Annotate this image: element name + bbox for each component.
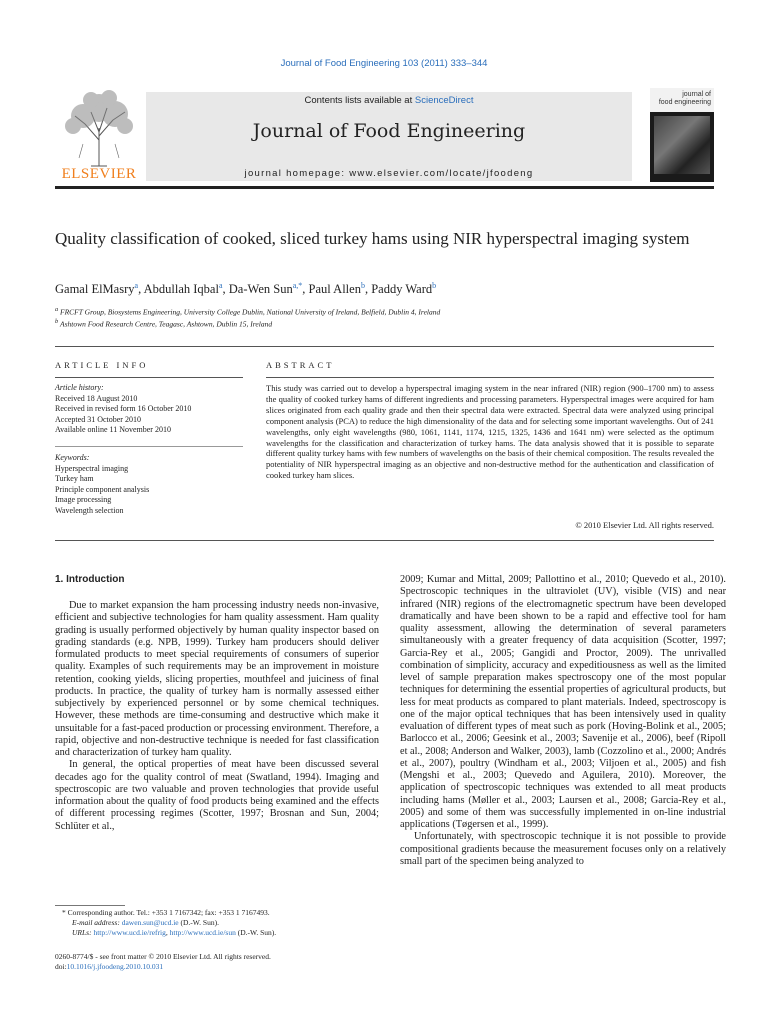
author-superscript[interactable]: b bbox=[360, 281, 365, 290]
author-name: Paul Allen bbox=[308, 282, 361, 297]
section-divider bbox=[55, 346, 714, 347]
article-info-heading: ARTICLE INFO bbox=[55, 360, 149, 370]
author-name: Da-Wen Sun bbox=[228, 282, 293, 297]
journal-reference[interactable]: Journal of Food Engineering 103 (2011) 333–344 bbox=[280, 58, 488, 69]
affiliation-a bbox=[55, 306, 695, 317]
journal-cover-thumbnail bbox=[650, 88, 714, 182]
cover-title-line-2: food engineering bbox=[658, 99, 711, 106]
paragraph: In general, the optical properties of meat have been discussed several decades ago for the quality control of meat (Swatland, 1994). Imaging and spectroscopic are two valuable and proven technologies that provide useful information about the quality of food products being examined and the effects of different processing regimes (Scotter, 1997; Brosnan and Sun, 2004; Schlüter et al., bbox=[55, 759, 379, 832]
author-superscript[interactable]: b bbox=[432, 281, 437, 290]
history-item: Accepted 31 October 2010 bbox=[55, 414, 141, 424]
email-link[interactable]: dawen.sun@ucd.ie bbox=[121, 918, 179, 927]
author-list: Gamal ElMasry$^a$, Abdullah Iqbal$^a$, Da-Wen Sun$^{a,*}$, Paul Allen$^b$, Paddy Ward$^b$ bbox=[55, 281, 437, 297]
affiliation-text: Ashtown Food Research Centre, Teagasc, Ashtown, Dublin 15, Ireland bbox=[60, 319, 273, 329]
url-link[interactable]: http://www.ucd.ie/refrig bbox=[93, 928, 166, 937]
footnote-rule bbox=[55, 905, 125, 906]
author-name: Abdullah Iqbal bbox=[143, 282, 219, 297]
history-item: Received in revised form 16 October 2010 bbox=[55, 404, 192, 413]
author-name: Paddy Ward bbox=[371, 282, 433, 297]
url-link[interactable]: http://www.ucd.ie/sun bbox=[169, 928, 236, 937]
affiliation-text: FRCFT Group, Biosystems Engineering, University College Dublin, National University of Ireland, Belfield, Dublin 4, Ireland bbox=[60, 307, 441, 317]
doi-link[interactable]: 10.1016/j.jfoodeng.2010.10.031 bbox=[66, 962, 164, 971]
keyword-item: Hyperspectral imaging bbox=[55, 463, 129, 473]
contents-line bbox=[146, 95, 632, 106]
article-history bbox=[55, 383, 255, 436]
abstract-bottom-divider bbox=[55, 540, 714, 541]
issn-line: 0260-8774/$ - see front matter © 2010 Elsevier Ltd. All rights reserved. bbox=[55, 952, 271, 961]
left-column bbox=[55, 600, 379, 833]
abstract-text: This study was carried out to develop a hyperspectral imaging system in the near infrared (NIR) region (900–1700 nm) to assess the quality of cooked turkey hams of different ingredients and processing parameters. Hyperspectral images were acquired for ham slices originated from each quality grade and then their spectral data were extracted. Spectral data were analyzed using principal component analysis (PCA) to reduce the high dimensionality of the data and for selecting some important wavelengths. Out of 241 wavelengths, only eight wavelengths (980, 1061, 1141, 1174, 1215, 1325, 1436 and 1641 nm) were selected as the optimum wavelengths for the classification and characterization of turkey hams. The data analysis showed that it is possible to separate different quality turkey hams with few numbers of wavelengths on the basis of their chemical composition. The results revealed the potentiality of NIR hyperspectral imaging as an objective and non-destructive method for the authentication and classification of cooked turkey ham slices. bbox=[266, 383, 714, 481]
abstract-heading: ABSTRACT bbox=[266, 360, 335, 370]
paragraph: 2009; Kumar and Mittal, 2009; Pallottino et al., 2010; Quevedo et al., 2010). Spectroscopic techniques in the ultraviolet (UV), visible (VIS) and near infrared (NIR) regions of the electromagnetic spectrum have been developed dramatically and have been shown to be a rapid and effective tool for ham quality assessment, allowing the determination of several parameters simultaneously with a greater frequency of data acquisition (Scotter, 1997; Garcia-Rey et al., 2005; Gangidi and Proctor, 2009). The unrivalled combination of simplicity, accuracy and expeditiousness as well as the limited level of sample preparation makes spectroscopy one of the most popular techniques for determining the essential properties of agricultural products, but less for meat products as compared to plant materials. Indeed, spectroscopy is one of the major optical techniques that has been intensively used in quality evaluation of different types of meat such as pork (Hoving-Bolink et al., 2005; Barlocco et al., 2006; Geesink et al., 2003; Savenije et al., 2006), beef (Ripoll et al., 2008; Anderson and Walker, 2003), lamb (Cozzolino et al., 2000; Andrés et al., 2007), poultry (Windham et al., 2003; Viljoen et al., 2005) and fish (Mengshi et al., 2003; Quevedo and Aguilera, 2010). Moreover, the application of spectroscopic techniques was extended to all meat products including hams (Møller et al., 2003; Laursen et al., 2008; Garcia-Rey et al., 2005) and some of them was successfully implemented in on-line industrial applications (Tøgersen et al., 1999). bbox=[400, 574, 726, 830]
journal-title: Journal of Food Engineering bbox=[252, 120, 526, 142]
doi-label: doi: bbox=[55, 962, 67, 971]
email-label: E-mail address: bbox=[72, 918, 122, 927]
abstract-rule bbox=[266, 377, 714, 378]
corresponding-author: * Corresponding author. Tel.: +353 1 7167342; fax: +353 1 7167493. bbox=[62, 908, 270, 917]
affiliation-superscript: a bbox=[55, 306, 59, 313]
cover-title-line-1: journal of bbox=[682, 91, 711, 98]
keywords-label: Keywords: bbox=[55, 453, 90, 462]
cover-image bbox=[654, 116, 710, 174]
journal-homepage[interactable]: journal homepage: www.elsevier.com/locate/jfoodeng bbox=[244, 168, 534, 179]
section-heading-introduction: 1. Introduction bbox=[55, 574, 125, 585]
sciencedirect-link[interactable]: ScienceDirect bbox=[414, 95, 474, 106]
contents-prefix: Contents lists available at bbox=[304, 95, 415, 106]
author-name: Gamal ElMasry bbox=[55, 282, 135, 297]
history-item: Received 18 August 2010 bbox=[55, 393, 138, 403]
urls-label: URLs: bbox=[72, 928, 94, 937]
abstract-copyright: © 2010 Elsevier Ltd. All rights reserved. bbox=[575, 520, 714, 530]
article-history-label: Article history: bbox=[55, 383, 104, 392]
paragraph: Unfortunately, with spectroscopic technique it is not possible to provide compositional gradients because the measurement focuses only on a relatively small part of the specimen being analyzed to bbox=[400, 831, 726, 867]
keyword-item: Wavelength selection bbox=[55, 505, 124, 515]
affiliation-b bbox=[55, 318, 695, 329]
keyword-item: Image processing bbox=[55, 495, 112, 504]
history-item: Available online 11 November 2010 bbox=[55, 425, 171, 434]
keyword-item: Turkey ham bbox=[55, 474, 94, 483]
header-divider bbox=[55, 186, 714, 189]
paper-title: Quality classification of cooked, sliced turkey hams using NIR hyperspectral imaging system bbox=[55, 229, 690, 248]
keyword-item: Principle component analysis bbox=[55, 484, 150, 494]
email-suffix: (D.-W. Sun). bbox=[178, 918, 219, 927]
publisher-name: ELSEVIER bbox=[61, 166, 137, 182]
affiliation-superscript: b bbox=[55, 318, 59, 325]
keywords bbox=[55, 453, 255, 516]
footnote-block bbox=[62, 908, 382, 938]
urls-suffix: (D.-W. Sun). bbox=[235, 928, 277, 937]
paragraph: Due to market expansion the ham processing industry needs non-invasive, efficient and subjective technologies for ham quality assessment. Ham quality grading is usually performed objectively by human quality inspector based on grading standards (e.g. NPB, 1999). Turkey ham producers should deliver formulated products to meet special requirements of consumers of superior quality. Examples of such requirements may be an improvement in moisture retention, cooking yields, slicing properties, mouthfeel and juiciness of final products. In practice, the quality of turkey ham is normally assessed either subjectively by experienced personnel or by some chemical techniques. However, these methods are time-consuming and destructive which make it unsuitable for a fast-paced production or processing environment. Therefore, a rapid, objective and non-destructive technique is needed for fast classification and characterization of turkey ham quality. bbox=[55, 600, 379, 758]
url-separator: , bbox=[165, 928, 170, 937]
article-info-rule bbox=[55, 377, 243, 378]
issn-block bbox=[55, 952, 395, 972]
author-superscript[interactable]: a bbox=[134, 281, 139, 290]
author-superscript[interactable]: a,* bbox=[292, 281, 303, 290]
cover-title bbox=[659, 91, 711, 107]
history-keywords-rule bbox=[55, 446, 243, 447]
author-superscript[interactable]: a bbox=[218, 281, 223, 290]
right-column bbox=[400, 574, 726, 868]
